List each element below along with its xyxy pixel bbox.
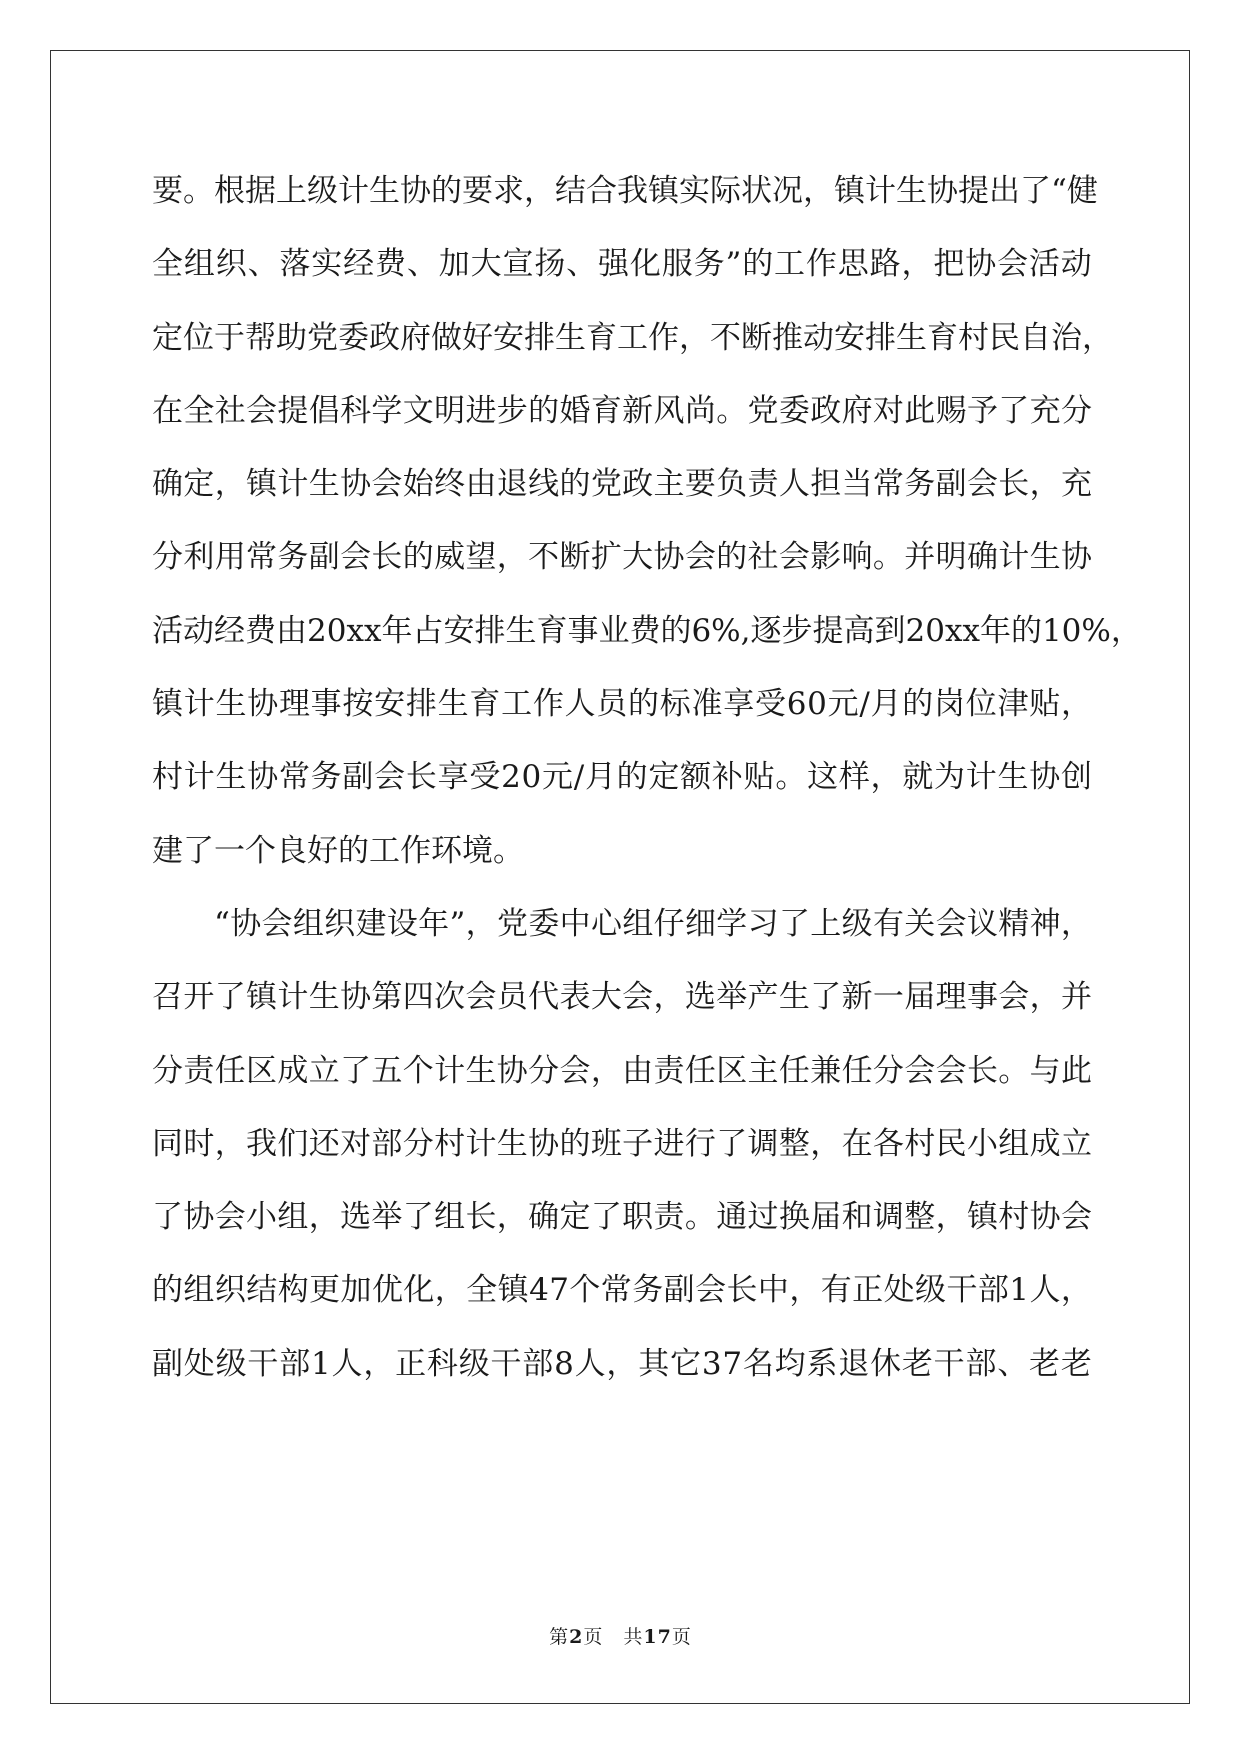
text-line: 同 时 ， 我 们 还 对 部 分 村 计 生 协 的 班 子 进 行 了 调 整 ， 在 各 村 民 小 组 成 立 <box>152 1125 1092 1162</box>
text-line: 确 定 ， 镇 计 生 协 会 始 终 由 退 线 的 党 政 主 要 负 责 人 担 当 常 务 副 会 长 ， 充 <box>152 466 1092 503</box>
text-line: 副 处 级 干 部 1 人 ， 正 科 级 干 部 8 人 ， 其 它 3 7 名 均 系 退 休 老 干 部 、 老 老 <box>152 1345 1092 1382</box>
text-line-indented: “ 协 会 组 织 建 设 年 ” ， 党 委 中 心 组 仔 细 学 习 了 上 级 有 关 会 议 精 神 ， <box>214 905 1092 942</box>
text-line: 定 位 于 帮 助 党 委 政 府 做 好 安 排 生 育 工 作 ， 不 断 推 动 安 排 生 育 村 民 自 治 ， <box>152 319 1113 356</box>
text-line: 在 全 社 会 提 倡 科 学 文 明 进 步 的 婚 育 新 风 尚 。 党 委 政 府 对 此 赐 予 了 充 分 <box>152 392 1092 429</box>
document-body <box>152 155 1142 1401</box>
text-line: 全 组 织 、 落 实 经 费 、 加 大 宣 扬 、 强 化 服 务 ” 的 工 作 思 路 ， 把 协 会 活 动 <box>152 246 1092 283</box>
text-line: 分 利 用 常 务 副 会 长 的 威 望 ， 不 断 扩 大 协 会 的 社 会 影 响 。 并 明 确 计 生 协 <box>152 539 1092 576</box>
current-page-number: 2 <box>569 1626 584 1648</box>
text-line: 要 。 根 据 上 级 计 生 协 的 要 求 ， 结 合 我 镇 实 际 状 况 ， 镇 计 生 协 提 出 了 “ 健 <box>152 173 1098 209</box>
text-line: 镇 计 生 协 理 事 按 安 排 生 育 工 作 人 员 的 标 准 享 受 6 0 元 / 月 的 岗 位 津 贴 ， <box>152 686 1092 723</box>
total-page-number: 17 <box>643 1626 672 1648</box>
text-line: 活 动 经 费 由 2 0 x x 年 占 安 排 生 育 事 业 费 的 6 % , 逐 步 提 高 到 2 0 x x 年 的 1 0 % ， <box>152 612 1142 649</box>
text-line: 建了一个良好的工作环境。 <box>152 832 524 869</box>
text-line: 的 组 织 结 构 更 加 优 化 ， 全 镇 4 7 个 常 务 副 会 长 中 ， 有 正 处 级 干 部 1 人 ， <box>152 1272 1092 1309</box>
page-prefix: 第 <box>549 1626 570 1648</box>
page-footer <box>0 1622 1241 1649</box>
page-mid: 页 共 <box>583 1626 644 1648</box>
text-line: 了 协 会 小 组 ， 选 举 了 组 长 ， 确 定 了 职 责 。 通 过 换 届 和 调 整 ， 镇 村 协 会 <box>152 1199 1092 1236</box>
text-line: 分 责 任 区 成 立 了 五 个 计 生 协 分 会 ， 由 责 任 区 主 任 兼 任 分 会 会 长 。 与 此 <box>152 1052 1092 1089</box>
text-line: 村 计 生 协 常 务 副 会 长 享 受 2 0 元 / 月 的 定 额 补 贴 。 这 样 ， 就 为 计 生 协 创 <box>152 759 1092 796</box>
text-line: 召 开 了 镇 计 生 协 第 四 次 会 员 代 表 大 会 ， 选 举 产 生 了 新 一 届 理 事 会 ， 并 <box>152 979 1092 1016</box>
page-suffix: 页 <box>671 1626 692 1648</box>
